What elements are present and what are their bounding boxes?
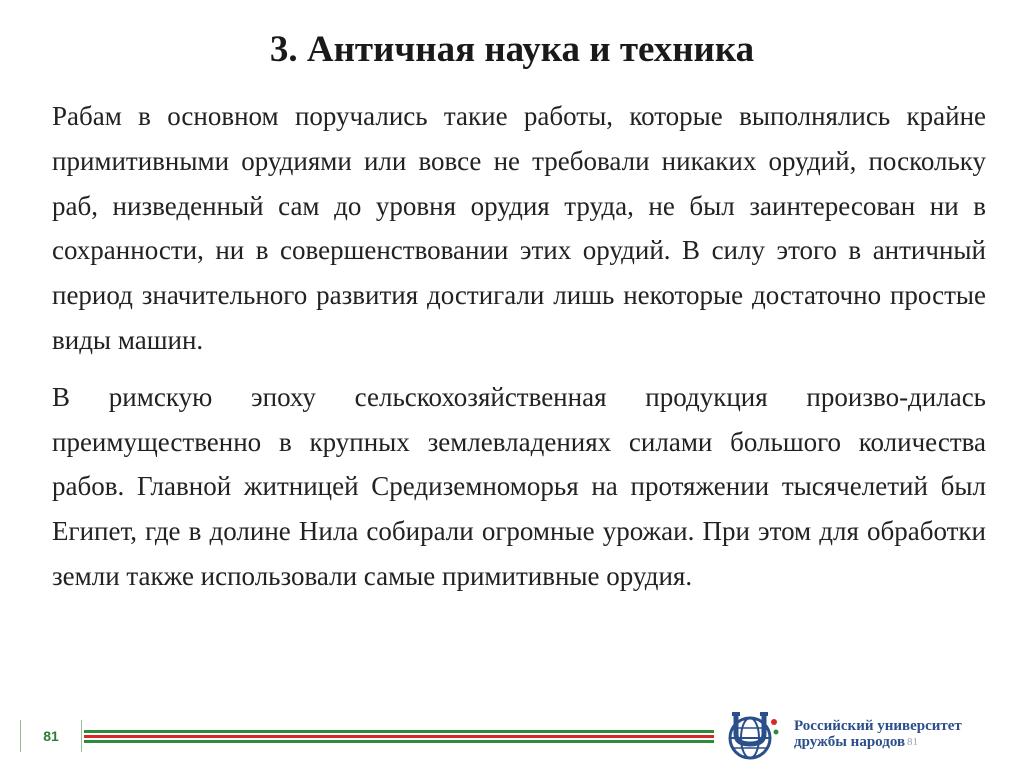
university-line-2: дружбы народов [794,734,906,750]
stripe-green-bottom [84,740,714,743]
stripe-green [84,730,714,733]
university-line-2-wrap [794,734,962,750]
paragraph-1: Рабам в основном поручались такие работы, которые выполнялись крайне примитивными орудиями или вовсе не требовали никаких орудий, поскольку раб, низведенный сам до уровня орудия труда, не был заинтересован ни в сохранности, ни в совершенствовании этих орудий. В силу этого в античный период значительного развития достигали лишь некоторые достаточно простые виды машин. [52,101,986,355]
small-page-number: 81 [907,736,919,748]
page-number: 81 [20,720,82,752]
slide-title: 3. Античная наука и техника [269,29,755,70]
tricolor-stripes [84,730,714,744]
university-line-1: Российский университет [794,718,962,734]
slide-body [52,94,986,611]
footer [0,716,1024,756]
stripe-red [84,735,714,738]
paragraph-2: В римскую эпоху сельскохозяйственная продукция произво-дилась преимущественно в крупных землевладениях силами большого количества рабов. Главной житницей Средиземноморья на протяжении тысячелетий был Египет, где в долине Нила собирали огромные урожаи. При этом для обработки земли также использовали самые примитивные орудия. [52,381,986,591]
university-name [794,718,962,750]
rudn-globe-logo-icon [722,710,784,762]
